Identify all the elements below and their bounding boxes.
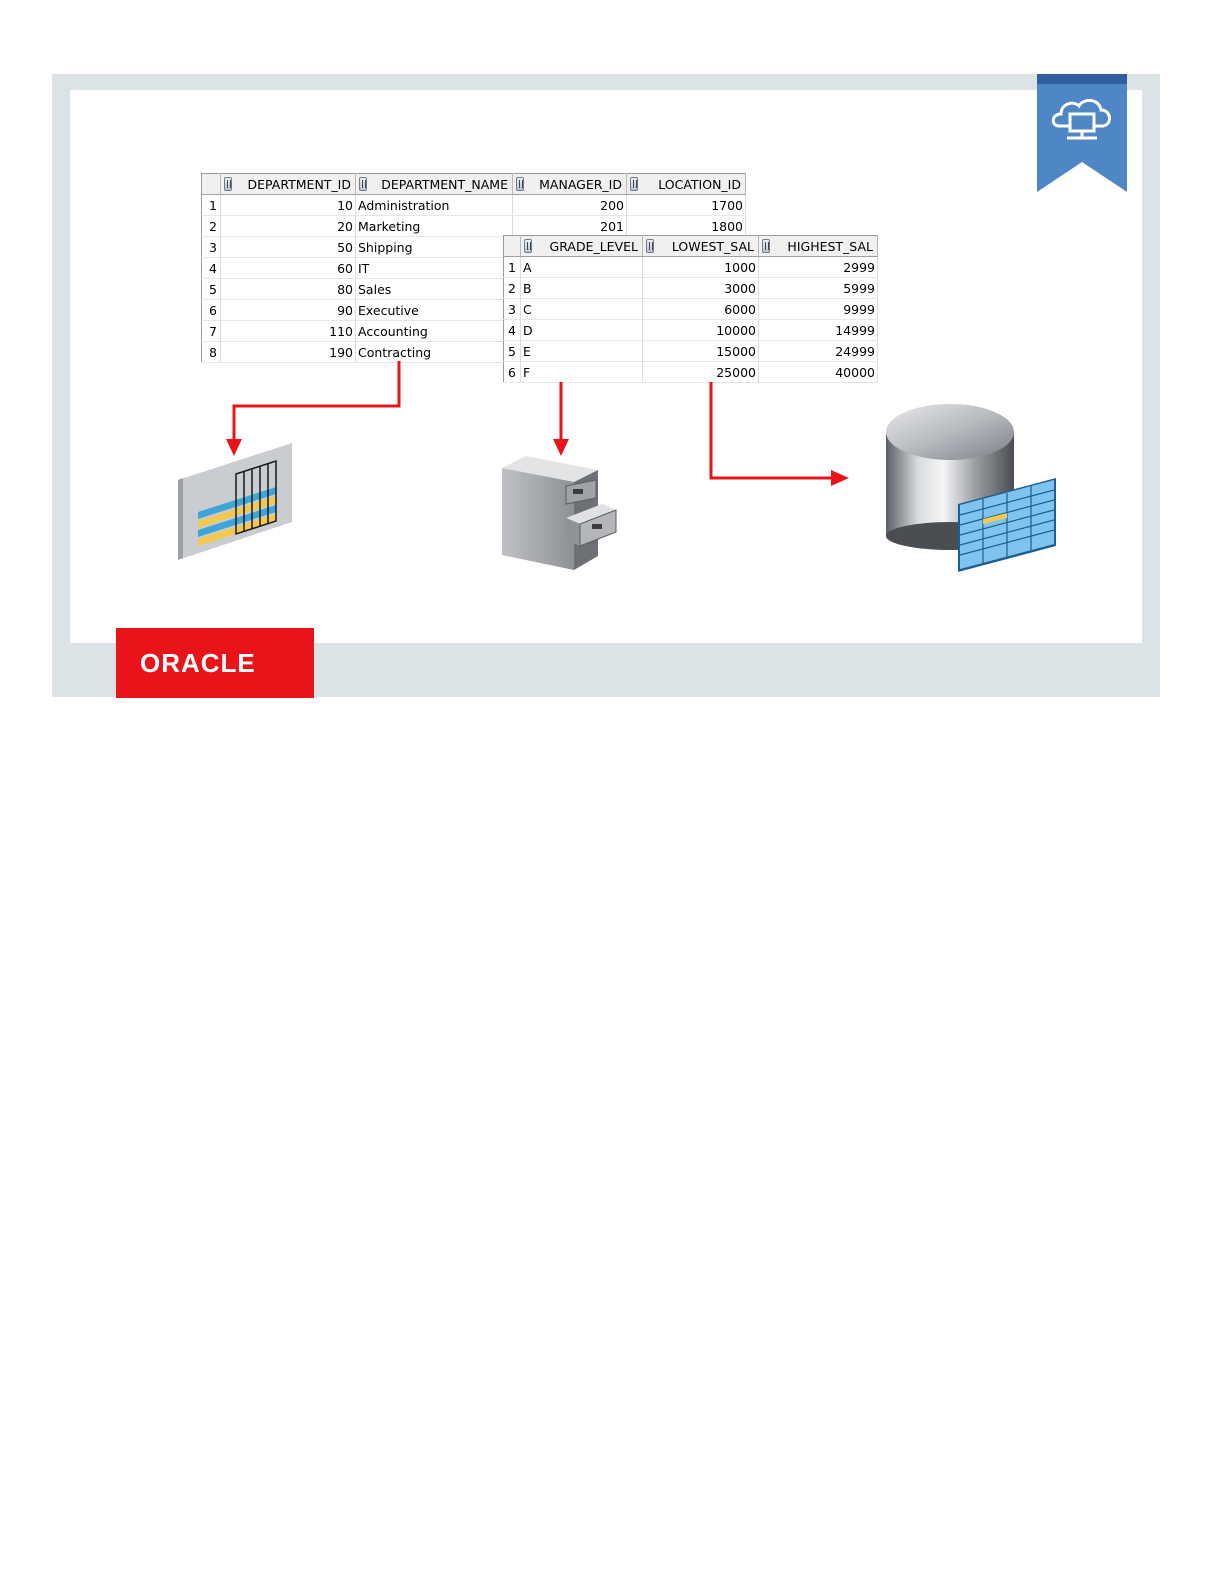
row-number: 3 xyxy=(504,299,521,320)
lowest-sal-cell: 25000 xyxy=(643,362,759,383)
lowest-sal-cell: 10000 xyxy=(643,320,759,341)
database-icon xyxy=(886,404,1056,572)
row-number: 3 xyxy=(202,237,221,258)
diagram-graphics xyxy=(0,0,1224,700)
row-number: 2 xyxy=(504,278,521,299)
department-name-cell: IT xyxy=(356,258,513,279)
department-id-cell: 60 xyxy=(221,258,356,279)
grade-level-cell: B xyxy=(521,278,643,299)
row-number: 5 xyxy=(202,279,221,300)
grade-level-cell: A xyxy=(521,257,643,278)
department-id-cell: 80 xyxy=(221,279,356,300)
department-id-cell: 190 xyxy=(221,342,356,363)
department-name-cell: Administration xyxy=(356,195,513,216)
arrow-to-database xyxy=(711,382,849,486)
row-number: 4 xyxy=(202,258,221,279)
spreadsheet-file-icon xyxy=(178,443,292,560)
location-id-cell: 1800 xyxy=(627,216,746,237)
arrow-to-cabinet xyxy=(553,382,569,456)
highest-sal-cell: 24999 xyxy=(759,341,878,362)
column-header-label: LOCATION_ID xyxy=(658,176,741,192)
department-id-cell: 110 xyxy=(221,321,356,342)
highest-sal-cell: 40000 xyxy=(759,362,878,383)
column-header-label: DEPARTMENT_ID xyxy=(247,176,351,192)
grade-level-cell: E xyxy=(521,341,643,362)
manager-id-cell: 200 xyxy=(513,195,627,216)
oracle-wordmark xyxy=(140,648,290,678)
department-id-cell: 20 xyxy=(221,216,356,237)
filing-cabinet-icon xyxy=(502,456,616,570)
department-id-cell: 50 xyxy=(221,237,356,258)
column-header-label: GRADE_LEVEL xyxy=(549,238,638,254)
row-number: 7 xyxy=(202,321,221,342)
highest-sal-cell: 2999 xyxy=(759,257,878,278)
department-name-cell: Contracting xyxy=(356,342,513,363)
column-header-label: MANAGER_ID xyxy=(539,176,622,192)
lowest-sal-cell: 15000 xyxy=(643,341,759,362)
column-header-label: DEPARTMENT_NAME xyxy=(381,176,508,192)
row-number: 2 xyxy=(202,216,221,237)
department-name-cell: Shipping xyxy=(356,237,513,258)
arrow-to-spreadsheet xyxy=(226,361,399,456)
department-name-cell: Sales xyxy=(356,279,513,300)
department-name-cell: Executive xyxy=(356,300,513,321)
location-id-cell: 1700 xyxy=(627,195,746,216)
lowest-sal-cell: 3000 xyxy=(643,278,759,299)
department-name-cell: Accounting xyxy=(356,321,513,342)
highest-sal-cell: 14999 xyxy=(759,320,878,341)
department-id-cell: 90 xyxy=(221,300,356,321)
oracle-logo xyxy=(116,628,314,698)
row-number: 6 xyxy=(504,362,521,383)
oracle-wordmark-text: ORACLE xyxy=(140,648,256,678)
manager-id-cell: 201 xyxy=(513,216,627,237)
lowest-sal-cell: 1000 xyxy=(643,257,759,278)
highest-sal-cell: 5999 xyxy=(759,278,878,299)
row-number: 6 xyxy=(202,300,221,321)
department-id-cell: 10 xyxy=(221,195,356,216)
department-name-cell: Marketing xyxy=(356,216,513,237)
row-number: 1 xyxy=(504,257,521,278)
row-number: 1 xyxy=(202,195,221,216)
grade-level-cell: F xyxy=(521,362,643,383)
lowest-sal-cell: 6000 xyxy=(643,299,759,320)
row-number: 4 xyxy=(504,320,521,341)
row-number: 8 xyxy=(202,342,221,363)
grade-level-cell: D xyxy=(521,320,643,341)
column-header-label: LOWEST_SAL xyxy=(671,238,754,254)
column-header-label: HIGHEST_SAL xyxy=(787,238,873,254)
row-number: 5 xyxy=(504,341,521,362)
highest-sal-cell: 9999 xyxy=(759,299,878,320)
grade-level-cell: C xyxy=(521,299,643,320)
